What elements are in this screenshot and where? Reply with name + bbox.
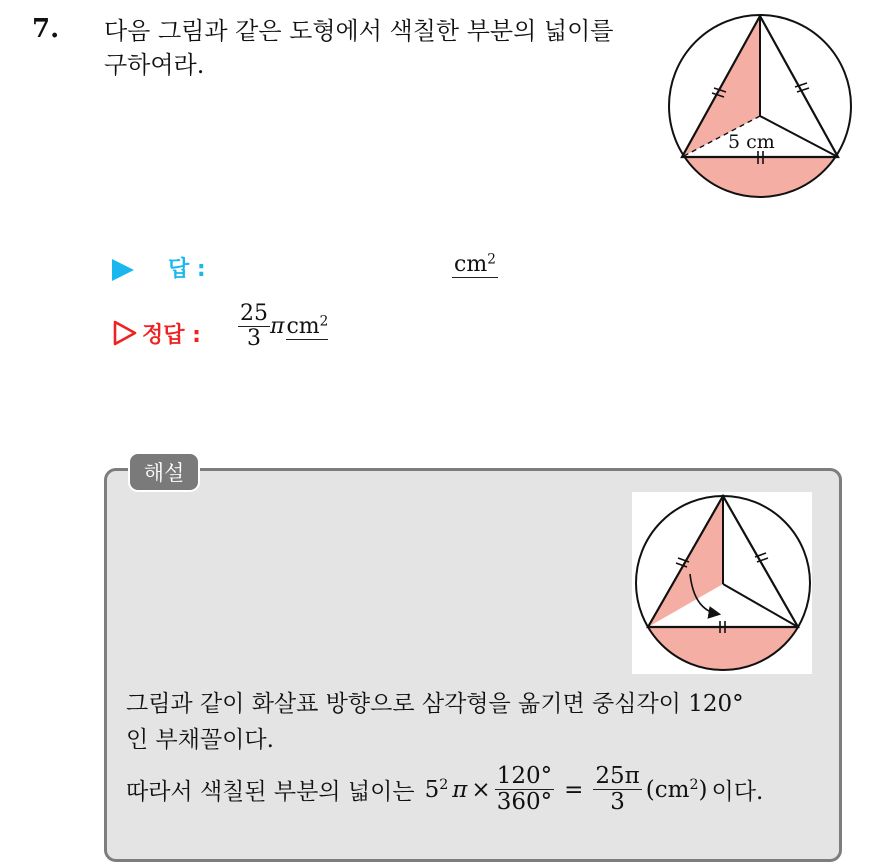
answer-label: 답 : bbox=[168, 257, 206, 282]
correct-unit: $cm^2$ bbox=[286, 313, 329, 339]
question-line-1: 다음 그림과 같은 도형에서 색칠한 부분의 넓이를 bbox=[104, 17, 614, 45]
shaded-segment bbox=[632, 627, 812, 674]
result-fraction: $\frac{25\pi}{3}$ bbox=[595, 763, 640, 816]
explanation-formula: 따라서 색칠된 부분의 넓이는 $5^2$ π × $\frac{120^\circ}{360^\circ}$ = $\frac{25\pi}{3}$ $(cm^2)$ 이다. bbox=[126, 763, 764, 816]
play-icon bbox=[112, 259, 134, 281]
question-number: 7. bbox=[32, 14, 60, 44]
correct-fraction: $\frac{25}{3}$ bbox=[240, 301, 268, 352]
answer-unit: $cm^2$ bbox=[454, 251, 496, 277]
outline-triangle-icon bbox=[112, 318, 138, 348]
explanation-text bbox=[126, 686, 836, 758]
question-line-2: 구하여라. bbox=[104, 51, 205, 79]
answer-marker bbox=[112, 252, 134, 288]
problem-figure bbox=[664, 8, 856, 204]
result-unit: $(cm^2)$ bbox=[645, 776, 708, 803]
radius-label: 5 cm bbox=[728, 131, 775, 153]
explanation-line-1: 그림과 같이 화살표 방향으로 삼각형을 옮기면 중심각이 120° bbox=[126, 691, 744, 717]
explanation-figure bbox=[632, 492, 812, 674]
angle-fraction: $\frac{120^\circ}{360^\circ}$ bbox=[496, 763, 553, 816]
formula-base: $5^2$ bbox=[424, 776, 449, 803]
explanation-line-2: 인 부채꼴이다. bbox=[126, 727, 274, 753]
question-text bbox=[104, 14, 664, 82]
explanation-tag: 해설 bbox=[128, 452, 200, 492]
correct-answer-label: 정답 : bbox=[142, 323, 201, 348]
correct-answer-value: $\frac{25}{3}$ π $cm^2$ bbox=[240, 301, 329, 352]
